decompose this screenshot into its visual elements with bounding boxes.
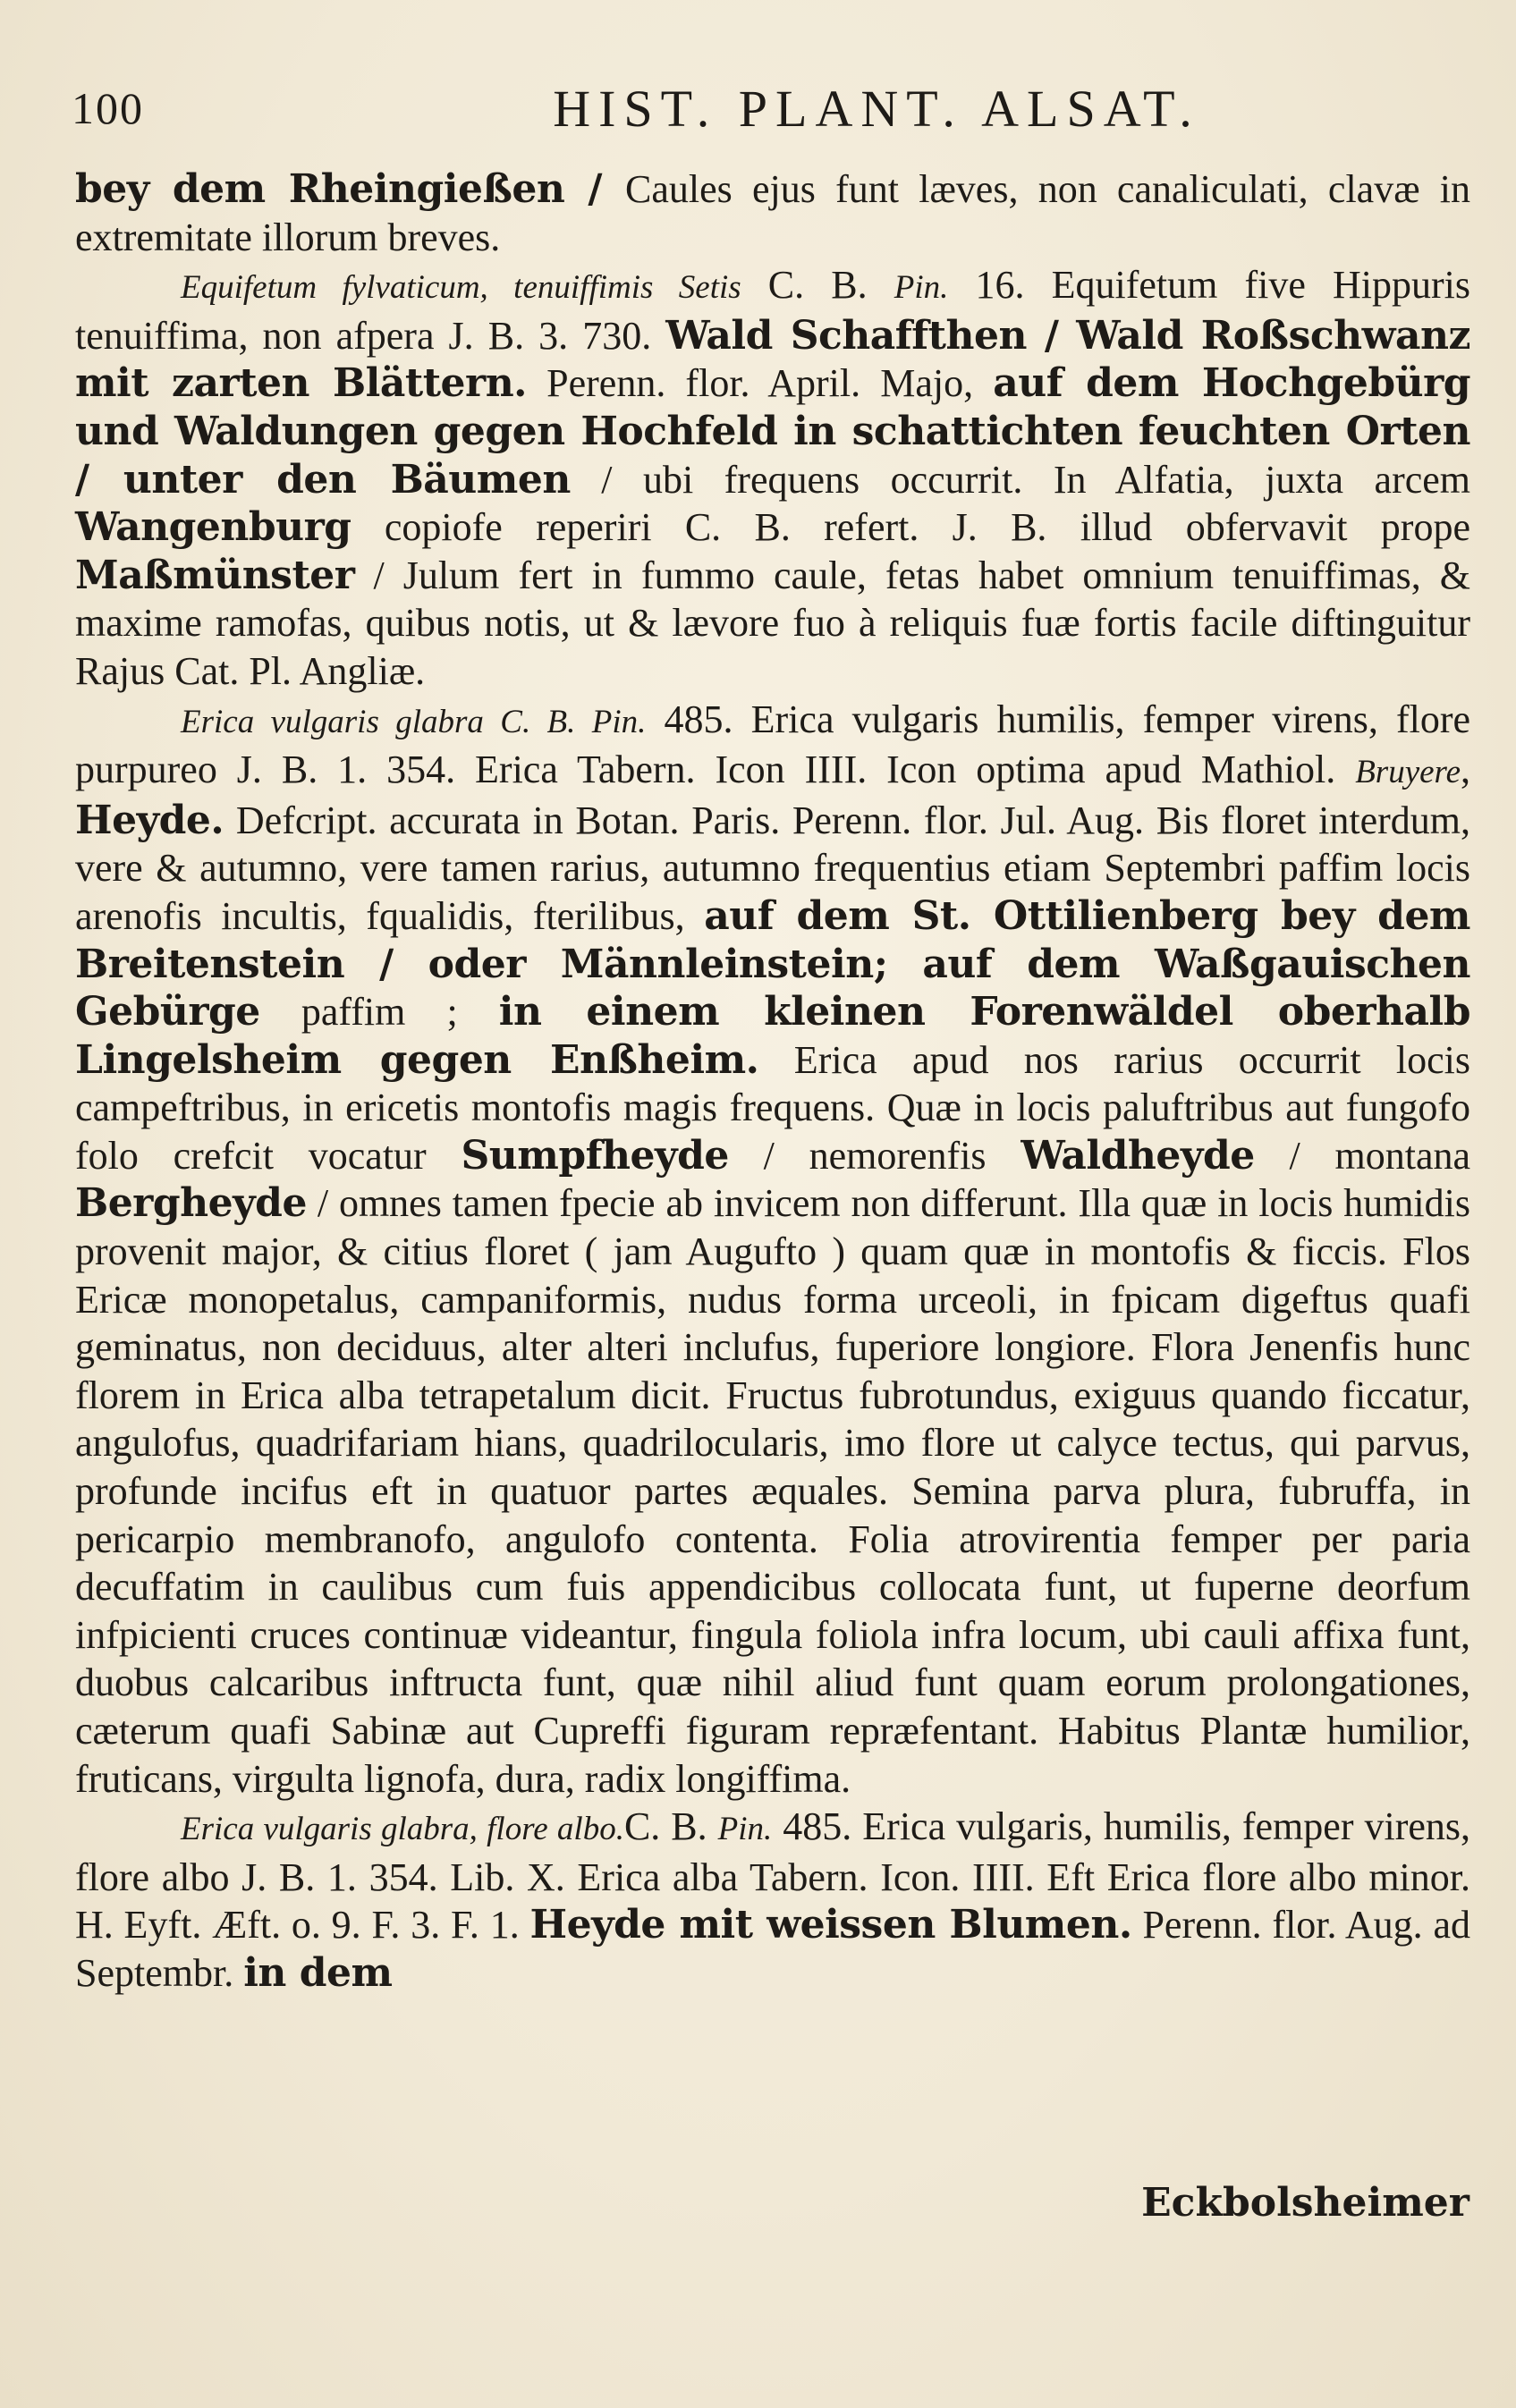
paragraph-erica-vulgaris xyxy=(75,696,1470,1804)
latin-text: copiofe reperiri C. B. refert. J. B. illud obfervavit prope xyxy=(351,505,1470,550)
gothic-text: in einem kleinen Forenwäldel oberhalb Lingelsheim gegen Enßheim. xyxy=(75,989,1470,1083)
gothic-text: auf dem St. Ottilienberg bey dem Breitenstein / oder Männleinstein; auf dem Waßgauischen Gebürge xyxy=(75,892,1470,1035)
latin-text: Perenn. flor. Aug. ad Septembr. xyxy=(75,1903,1470,1995)
latin-text: Caules ejus funt læves, non canaliculati, clavæ in extremitate illorum breves. xyxy=(75,167,1470,259)
paragraph-erica-alba xyxy=(75,1803,1470,1997)
gothic-text: Wangenburg xyxy=(75,504,351,551)
gothic-text: bey dem Rheingießen / xyxy=(75,166,626,212)
paragraph-continuation xyxy=(75,165,1470,261)
italic-reference: Bruyere xyxy=(1355,754,1461,791)
running-title: HIST. PLANT. ALSAT. xyxy=(553,80,1200,138)
latin-text: / Julum fert in fummo caule, fetas habet omnium tenuiffimas, & maxime ramofas, quibus notis, ut & lævore fuo à reliquis fuæ fortis facile diftinguitur Rajus Cat. Pl. Angliæ. xyxy=(75,553,1470,693)
latin-text: Defcript. accurata in Botan. Paris. Perenn. flor. Jul. Aug. Bis floret interdum, vere & autumno, vere tamen rarius, autumno frequentius etiam Septembri paffim locis arenofis incultis, fqualidis, fterilibus, xyxy=(75,798,1470,938)
italic-reference: Erica vulgaris glabra, flore albo. xyxy=(181,1811,624,1848)
latin-text: 16. Equifetum five Hippuris tenuiffima, non afpera J. B. 3. 730. xyxy=(75,263,1470,358)
italic-reference: Pin. xyxy=(717,1811,773,1848)
body-text xyxy=(75,165,1470,1998)
latin-text: / nemorenfis xyxy=(728,1133,1021,1178)
latin-text: Erica apud nos rarius occurrit locis campeftribus, in ericetis montofis magis frequens. Quæ in locis paluftribus aut fungofo folo crefcit vocatur xyxy=(75,1037,1471,1178)
italic-reference: Erica vulgaris glabra C. B. Pin. xyxy=(181,703,647,740)
catchword: Eckbolsheimer xyxy=(1141,2180,1469,2226)
latin-text: 485. Erica vulgaris, humilis, femper virens, flore albo J. B. 1. 354. Lib. X. Erica alba Tabern. Icon. IIII. Eft Erica flore albo minor. H. Eyft. Æft. o. 9. F. 3. F. 1. xyxy=(75,1804,1470,1948)
italic-reference: Equifetum fylvaticum, tenuiffimis Setis xyxy=(181,269,741,307)
gothic-text: in dem xyxy=(243,1949,393,1996)
latin-text: / montana xyxy=(1254,1133,1471,1178)
gothic-text: Heyde mit weissen Blumen. xyxy=(529,1902,1132,1948)
latin-text: / ubi frequens occurrit. In Alfatia, juxta arcem xyxy=(570,457,1470,502)
gothic-text: Wald Schaffthen / Wald Roßschwanz mit zarten Blättern. xyxy=(75,312,1470,407)
latin-text: / omnes tamen fpecie ab invicem non differunt. Illa quæ in locis humidis provenit major, & citius floret ( jam Augufto ) quam quæ in montofis & ficcis. Flos Ericæ monopetalus, campaniformis, nudus forma urceoli, in fpicam digeftus quafi geminatus, non deciduus, alter alteri inclufus, fuperiore longiore. Flora Jenenfis hunc florem in Erica alba tetrapetalum dicit. Fructus fubrotundus, exiguus quando ficcatur, angulofus, quadrifariam hians, quadrilocularis, imo flore ut calyce tectus, qui parvus, profunde incifus eft in quatuor partes æquales. Semina parva plura, fubruffa, in pericarpio membranofo, angulofo contenta. Folia atrovirentia femper per paria decuffatim in caulibus cum fuis appendicibus collocata funt, ut fuperne deorfum infpicienti cruces continuæ videantur, fingula foliola infra locum, ubi cauli affixa funt, duobus calcaribus inftructa funt, quæ nihil aliud funt quam eorum prolongationes, cæterum quafi Sabinæ aut Cupreffi figuram repræfentant. Habitus Plantæ humilior, fruticans, virgulta lignofa, dura, radix longiffima. xyxy=(75,1181,1470,1801)
gothic-text: auf dem Hochgebürg und Waldungen gegen Hochfeld in schattichten feuchten Orten / unter den Bäumen xyxy=(75,360,1471,503)
paragraph-equisetum xyxy=(75,261,1470,695)
latin-text: 485. Erica vulgaris humilis, femper virens, flore purpureo J. B. 1. 354. Erica Tabern. Icon IIII. Icon optima apud Mathiol. xyxy=(75,697,1471,792)
gothic-text: Maßmünster xyxy=(75,552,355,598)
latin-text: C. B. xyxy=(623,1804,718,1849)
latin-text: paffim ; xyxy=(259,990,499,1035)
italic-reference: Pin. xyxy=(894,269,949,307)
page-header xyxy=(72,73,1467,145)
latin-text: Perenn. flor. April. Majo, xyxy=(527,361,994,406)
gothic-text: Bergheyde xyxy=(75,1180,307,1227)
gothic-text: Heyde. xyxy=(75,797,224,843)
page-number: 100 xyxy=(72,83,144,133)
latin-text: , xyxy=(1461,748,1470,792)
latin-text: C. B. xyxy=(741,263,894,308)
gothic-text: Sumpfheyde xyxy=(461,1132,729,1179)
gothic-text: Waldheyde xyxy=(1021,1132,1255,1179)
